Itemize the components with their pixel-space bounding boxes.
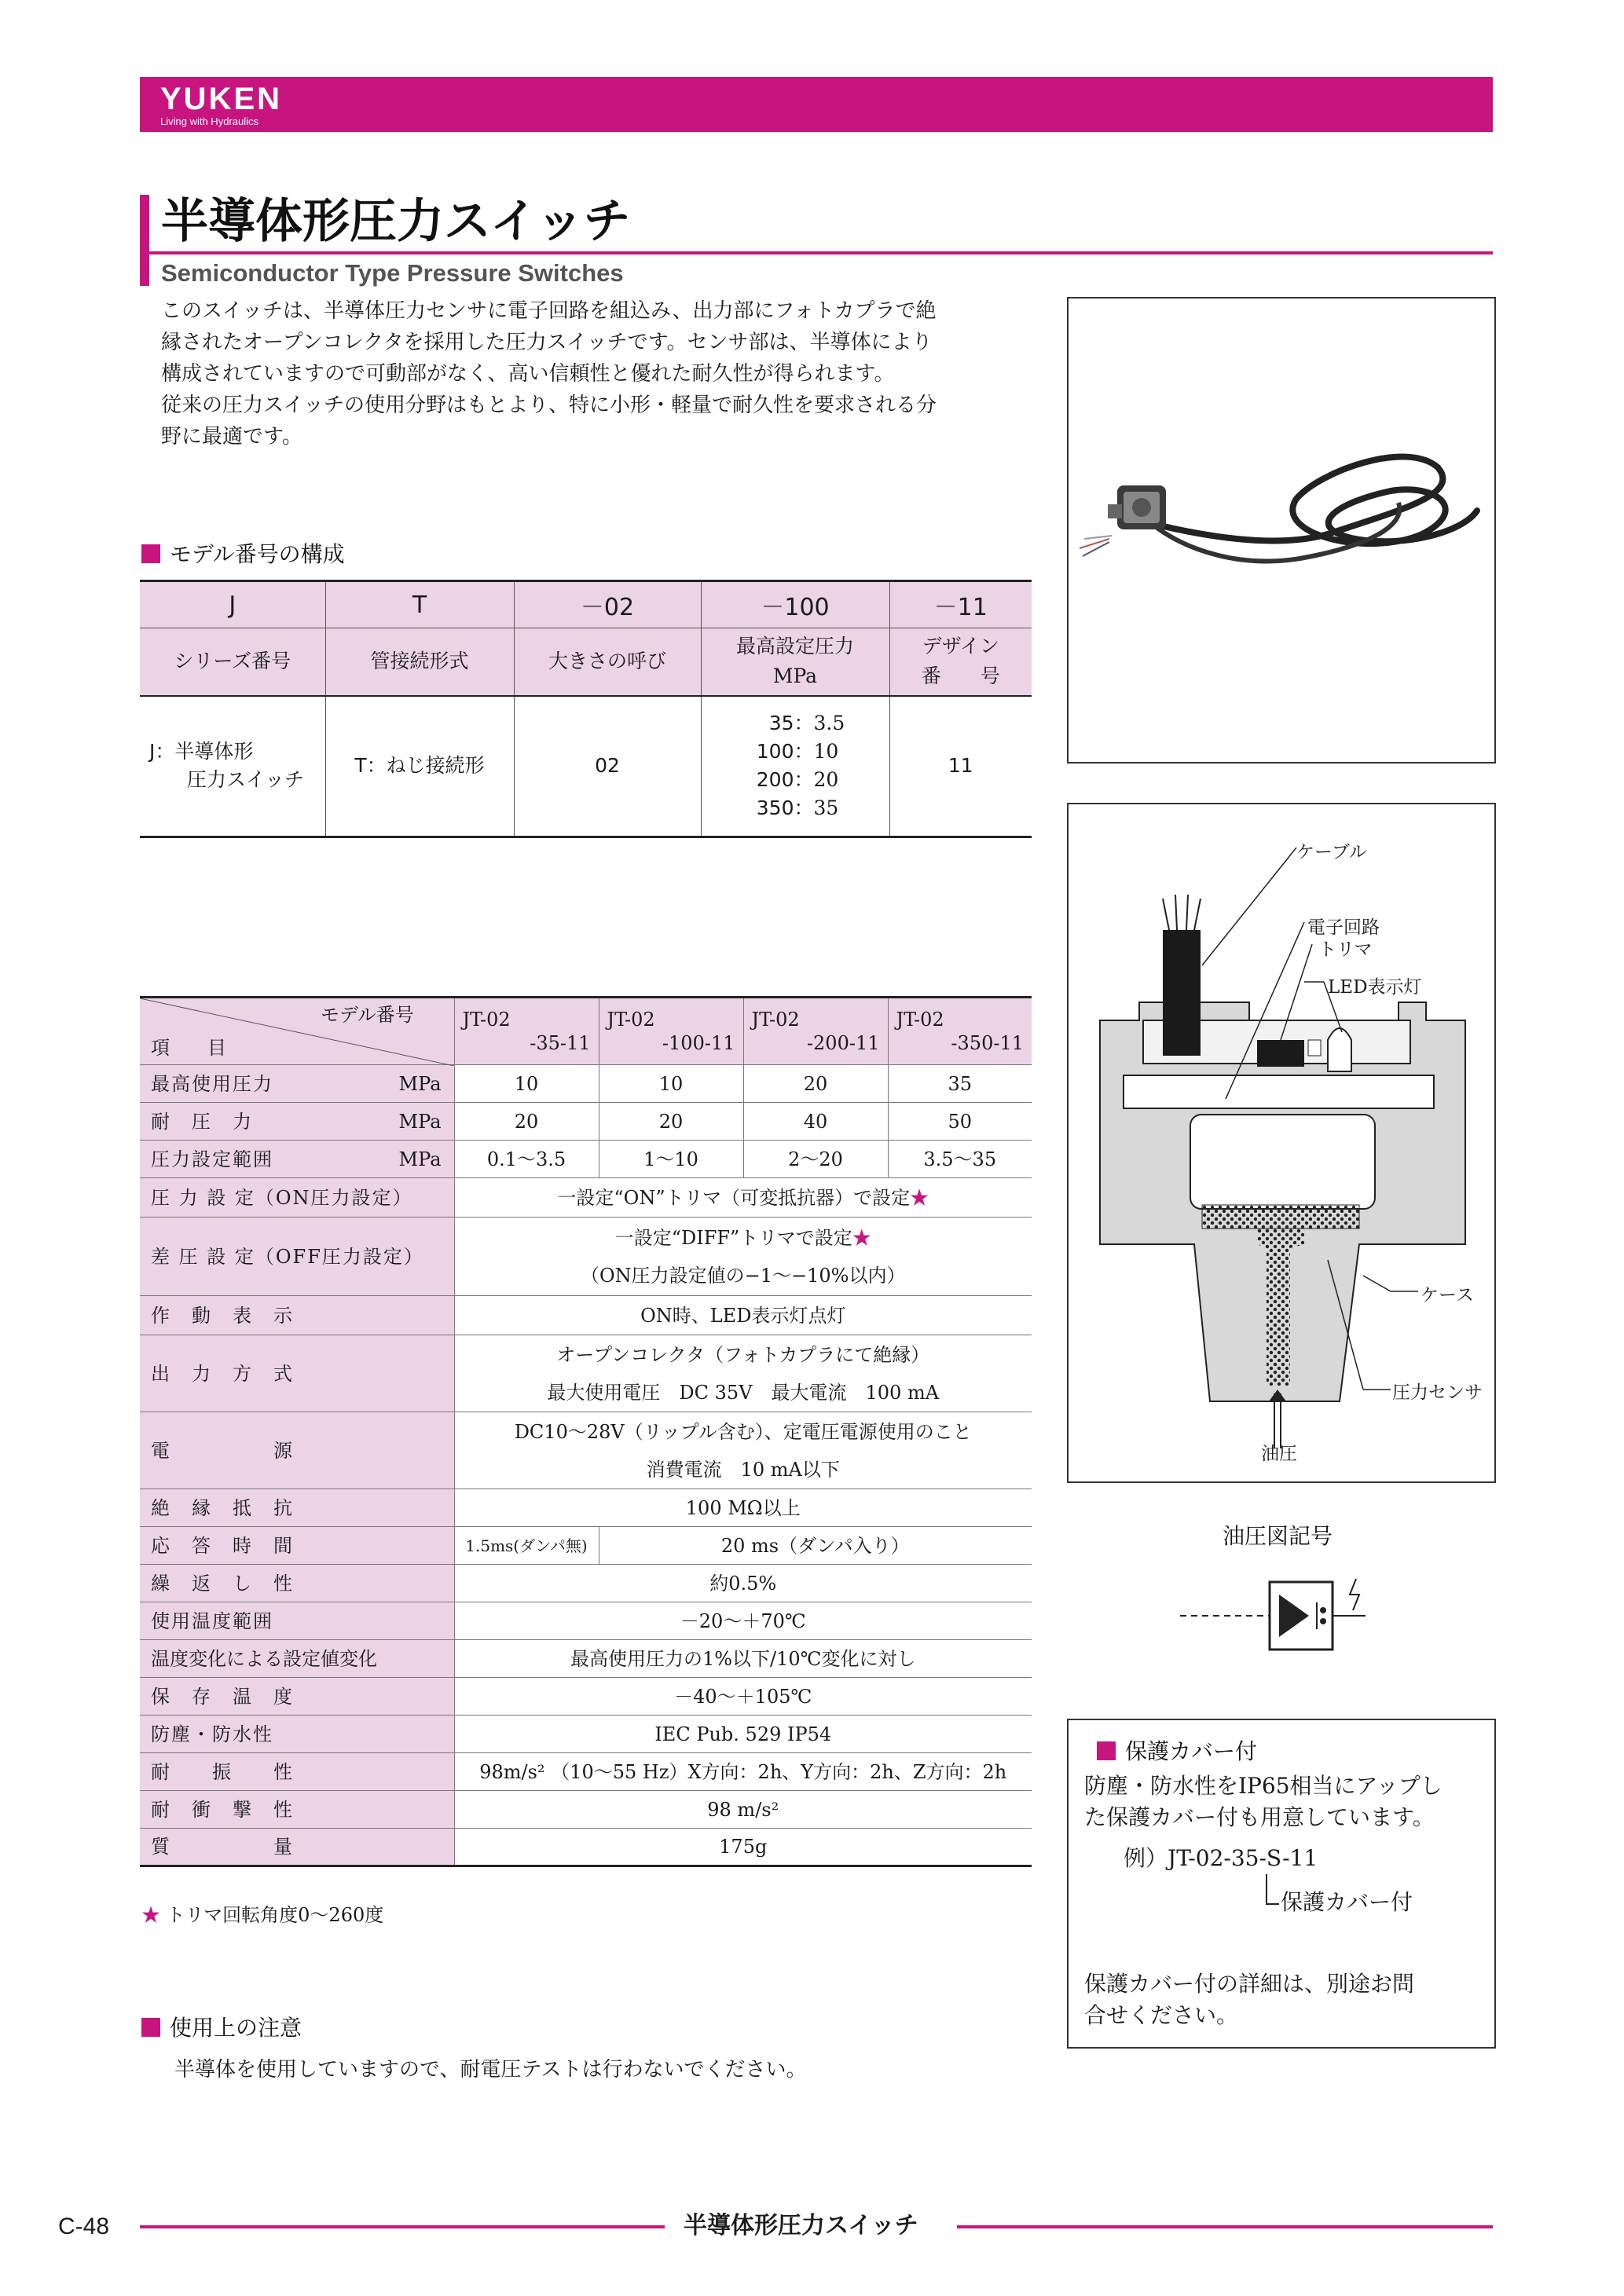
cell-text: オープンコレクタ（フォトカプラにて絶縁） bbox=[556, 1343, 930, 1366]
series-value bbox=[140, 696, 325, 837]
pressure-item bbox=[747, 794, 889, 822]
intro-line: 従来の圧力スイッチの使用分野はもとより、特に小形・軽量で耐久性を要求される分 bbox=[161, 394, 937, 417]
model-col-line2: -35-11 bbox=[530, 1032, 591, 1054]
cell bbox=[454, 1218, 1032, 1296]
row-label: 質 量 bbox=[140, 1829, 454, 1866]
cell: 20 bbox=[743, 1065, 888, 1103]
code-size: －02 bbox=[514, 581, 701, 628]
footnote bbox=[141, 1899, 383, 1927]
cover-example-note: 保護カバー付 bbox=[1281, 1889, 1413, 1915]
row-label bbox=[140, 1141, 454, 1178]
series-code: J bbox=[149, 740, 156, 764]
table-row bbox=[140, 1829, 1032, 1866]
footer-line bbox=[957, 2225, 1493, 2228]
table-row bbox=[140, 1716, 1032, 1753]
model-col-line2: -350-11 bbox=[951, 1032, 1024, 1054]
row-label bbox=[140, 1103, 454, 1141]
table-row bbox=[140, 1141, 1032, 1178]
cell bbox=[454, 1335, 1032, 1412]
model-col-line1: JT-02 bbox=[607, 1009, 655, 1031]
model-col bbox=[743, 998, 888, 1065]
pressure-item bbox=[747, 766, 889, 794]
page-subtitle: Semiconductor Type Pressure Switches bbox=[161, 259, 624, 287]
cell bbox=[454, 1178, 1032, 1218]
code-connection: T bbox=[325, 581, 514, 628]
cell: 10 bbox=[454, 1065, 599, 1103]
series-desc2: 圧力スイッチ bbox=[187, 768, 305, 792]
conn-code: T bbox=[354, 754, 367, 778]
row-label: 防塵・防水性 bbox=[140, 1716, 454, 1753]
table-row bbox=[140, 1678, 1032, 1716]
cell: 1～10 bbox=[599, 1141, 743, 1178]
protective-cover-box bbox=[1067, 1719, 1496, 2049]
cell-text: DC10～28V（リップル含む）、定電圧電源使用のこと bbox=[514, 1420, 972, 1443]
size-value: 02 bbox=[514, 696, 701, 837]
table-row bbox=[140, 1218, 1032, 1296]
label-oil-pressure: 油圧 bbox=[1261, 1444, 1297, 1464]
name-size: 大きさの呼び bbox=[514, 628, 701, 696]
unit: MPa bbox=[398, 1072, 442, 1095]
cover-note: 合せください。 bbox=[1084, 2002, 1239, 2028]
table-row bbox=[140, 1335, 1032, 1412]
model-col-line1: JT-02 bbox=[751, 1009, 800, 1031]
unit: MPa bbox=[398, 1148, 442, 1170]
name-design-line2: 番 号 bbox=[921, 665, 1000, 688]
cover-text: 防塵・防水性をIP65相当にアップし bbox=[1084, 1773, 1443, 1799]
cell: 100 MΩ以上 bbox=[454, 1489, 1032, 1527]
pressure-values bbox=[701, 696, 889, 837]
table-row bbox=[140, 1753, 1032, 1791]
cell-text: （ON圧力設定値の−1～−10%以内） bbox=[580, 1264, 906, 1287]
cell: 2～20 bbox=[743, 1141, 888, 1178]
model-heading-text: モデル番号の構成 bbox=[170, 541, 345, 567]
cell bbox=[454, 1412, 1032, 1489]
conn-desc: ：ねじ接続形 bbox=[366, 754, 485, 778]
table-row bbox=[140, 1791, 1032, 1829]
table-row bbox=[140, 1489, 1032, 1527]
connection-value bbox=[325, 696, 514, 837]
spec-head-model: モデル番号 bbox=[321, 1004, 414, 1026]
title-underline bbox=[149, 251, 1493, 255]
cell-text: 一設定“ON”トリマ（可変抵抗器）で設定 bbox=[557, 1186, 911, 1209]
cell: －20～＋70℃ bbox=[454, 1602, 1032, 1640]
title-accent-bar bbox=[140, 195, 149, 286]
footnote-text: トリマ回転角度0～260度 bbox=[166, 1904, 384, 1926]
row-label: 応 答 時 間 bbox=[140, 1527, 454, 1565]
row-label bbox=[140, 1065, 454, 1103]
pressure-item bbox=[747, 709, 889, 738]
pressure-mpa: ：20 bbox=[794, 768, 839, 792]
caution-heading bbox=[141, 2014, 302, 2042]
name-series: シリーズ番号 bbox=[140, 628, 325, 696]
cell: 10 bbox=[599, 1065, 743, 1103]
cell-text: 最大使用電圧 DC 35V 最大電流 100 mA bbox=[547, 1381, 940, 1404]
cover-heading-text: 保護カバー付 bbox=[1125, 1738, 1258, 1764]
table-row bbox=[140, 1527, 1032, 1565]
label-cable: ケーブル bbox=[1296, 842, 1367, 862]
bracket-line bbox=[1257, 1874, 1281, 1912]
pressure-code: 35 bbox=[768, 712, 794, 735]
name-design bbox=[889, 628, 1032, 696]
label-trimmer: トリマ bbox=[1318, 939, 1373, 960]
cell: 最高使用圧力の1%以下/10℃変化に対し bbox=[454, 1640, 1032, 1678]
pressure-switch-photo bbox=[1069, 298, 1494, 762]
model-heading bbox=[141, 540, 345, 569]
code-design: －11 bbox=[889, 581, 1032, 628]
cover-note: 保護カバー付の詳細は、別途お問 bbox=[1084, 1971, 1415, 1997]
row-label: 耐 振 性 bbox=[140, 1753, 454, 1791]
cell: 98m/s² （10～55 Hz）X方向：2h、Y方向：2h、Z方向：2h bbox=[454, 1753, 1032, 1791]
name-connection: 管接続形式 bbox=[325, 628, 514, 696]
code-series: J bbox=[140, 581, 325, 628]
star-mark: ★ bbox=[910, 1186, 929, 1209]
model-col bbox=[599, 998, 743, 1065]
intro-line: 縁されたオープンコレクタを採用した圧力スイッチです。センサ部は、半導体により bbox=[161, 331, 933, 354]
cross-section-diagram bbox=[1067, 803, 1496, 1483]
brand-tagline: Living with Hydraulics bbox=[160, 115, 258, 127]
intro-line: このスイッチは、半導体圧力センサに電子回路を組込み、出力部にフォトカプラで絶 bbox=[161, 299, 937, 323]
name-design-line: デザイン bbox=[922, 635, 999, 658]
row-label: 絶 縁 抵 抗 bbox=[140, 1489, 454, 1527]
row-label: 使用温度範囲 bbox=[140, 1602, 454, 1640]
cell: －40～＋105℃ bbox=[454, 1678, 1032, 1716]
cell-text: 一設定“DIFF”トリマで設定 bbox=[614, 1226, 852, 1249]
table-row bbox=[140, 1296, 1032, 1335]
cell: 50 bbox=[888, 1103, 1032, 1141]
table-row bbox=[140, 1412, 1032, 1489]
yuken-logo: YUKEN bbox=[160, 82, 283, 116]
cell-text: 消費電流 10 mA以下 bbox=[646, 1458, 840, 1481]
hydraulic-symbol-icon bbox=[1177, 1573, 1413, 1659]
model-col-line2: -100-11 bbox=[662, 1032, 735, 1054]
star-mark: ★ bbox=[852, 1226, 871, 1249]
cover-example: 例）JT-02-35-S-11 bbox=[1124, 1845, 1318, 1871]
spec-table bbox=[140, 996, 1032, 1867]
row-label: 圧 力 設 定（ON圧力設定） bbox=[140, 1178, 454, 1218]
cover-heading bbox=[1097, 1738, 1257, 1766]
row-label: 温度変化による設定値変化 bbox=[140, 1640, 454, 1678]
pressure-code: 100 bbox=[756, 740, 794, 764]
section-marker bbox=[141, 2018, 160, 2037]
model-col bbox=[888, 998, 1032, 1065]
row-label: 耐 衝 撃 性 bbox=[140, 1791, 454, 1829]
table-row bbox=[140, 1065, 1032, 1103]
table-row bbox=[140, 1103, 1032, 1141]
row-label: 保 存 温 度 bbox=[140, 1678, 454, 1716]
section-marker bbox=[1097, 1741, 1116, 1760]
name-pressure-unit: MPa bbox=[772, 665, 818, 688]
cell: 175g bbox=[454, 1829, 1032, 1866]
cell: 3.5～35 bbox=[888, 1141, 1032, 1178]
cell: 1.5ms(ダンパ無) bbox=[454, 1527, 599, 1565]
brand-header-bar bbox=[140, 77, 1493, 132]
cell: ON時、LED表示灯点灯 bbox=[454, 1296, 1032, 1335]
label-circuit: 電子回路 bbox=[1307, 917, 1380, 938]
row-label: 作 動 表 示 bbox=[140, 1296, 454, 1335]
star-mark: ★ bbox=[141, 1904, 160, 1926]
cell: IEC Pub. 529 IP54 bbox=[454, 1716, 1032, 1753]
table-row bbox=[140, 1640, 1032, 1678]
row-label: 差 圧 設 定（OFF圧力設定） bbox=[140, 1218, 454, 1296]
product-photo bbox=[1067, 297, 1496, 764]
caution-text: 半導体を使用していますので、耐電圧テストは行わないでください。 bbox=[174, 2058, 807, 2082]
table-row bbox=[140, 1178, 1032, 1218]
model-col bbox=[454, 998, 599, 1065]
intro-line: 野に最適です。 bbox=[161, 425, 302, 449]
footer-line bbox=[140, 2225, 665, 2228]
cell: 約0.5% bbox=[454, 1565, 1032, 1602]
row-label: 電 源 bbox=[140, 1412, 454, 1489]
cell: 20 ms（ダンパ入り） bbox=[599, 1527, 1032, 1565]
model-col-line1: JT-02 bbox=[462, 1009, 511, 1031]
name-pressure bbox=[701, 628, 889, 696]
cell: 0.1～3.5 bbox=[454, 1141, 599, 1178]
row-label: 繰 返 し 性 bbox=[140, 1565, 454, 1602]
name-pressure-line: 最高設定圧力 bbox=[735, 635, 854, 658]
design-value: 11 bbox=[889, 696, 1032, 837]
model-col-line2: -200-11 bbox=[806, 1032, 880, 1054]
model-number-table bbox=[140, 580, 1032, 838]
cover-text: た保護カバー付も用意しています。 bbox=[1084, 1804, 1435, 1830]
pressure-code: 350 bbox=[756, 796, 794, 820]
pressure-code: 200 bbox=[756, 768, 794, 792]
row-label-text: 耐 圧 力 bbox=[151, 1110, 253, 1133]
label-led: LED表示灯 bbox=[1328, 977, 1422, 998]
cell: 98 m/s² bbox=[454, 1791, 1032, 1829]
cell: 20 bbox=[599, 1103, 743, 1141]
page-number: C-48 bbox=[58, 2214, 110, 2239]
pressure-mpa: ：35 bbox=[794, 796, 839, 820]
section-marker bbox=[141, 544, 160, 563]
row-label-text: 最高使用圧力 bbox=[151, 1072, 273, 1095]
series-desc: ：半導体形 bbox=[155, 740, 254, 764]
row-label: 出 力 方 式 bbox=[140, 1335, 454, 1412]
symbol-heading: 油圧図記号 bbox=[1223, 1523, 1333, 1549]
model-col-line1: JT-02 bbox=[896, 1009, 944, 1031]
page-title: 半導体形圧力スイッチ bbox=[161, 194, 631, 249]
pressure-mpa: ：10 bbox=[794, 740, 839, 764]
table-row bbox=[140, 1602, 1032, 1640]
intro-line: 構成されていますので可動部がなく、高い信頼性と優れた耐久性が得られます。 bbox=[161, 362, 895, 386]
cell: 20 bbox=[454, 1103, 599, 1141]
cell: 35 bbox=[888, 1065, 1032, 1103]
label-case: ケース bbox=[1421, 1285, 1474, 1305]
footer-title: 半導体形圧力スイッチ bbox=[684, 2212, 918, 2239]
label-sensor: 圧力センサ bbox=[1392, 1382, 1483, 1403]
unit: MPa bbox=[398, 1110, 442, 1133]
caution-heading-text: 使用上の注意 bbox=[170, 2015, 302, 2041]
spec-head-item: 項 目 bbox=[151, 1037, 226, 1059]
pressure-mpa: ：3.5 bbox=[794, 712, 845, 735]
row-label-text: 圧力設定範囲 bbox=[151, 1148, 273, 1170]
cell: 40 bbox=[743, 1103, 888, 1141]
code-pressure: －100 bbox=[701, 581, 889, 628]
table-row bbox=[140, 1565, 1032, 1602]
spec-corner-header bbox=[140, 998, 454, 1065]
pressure-item bbox=[747, 738, 889, 766]
